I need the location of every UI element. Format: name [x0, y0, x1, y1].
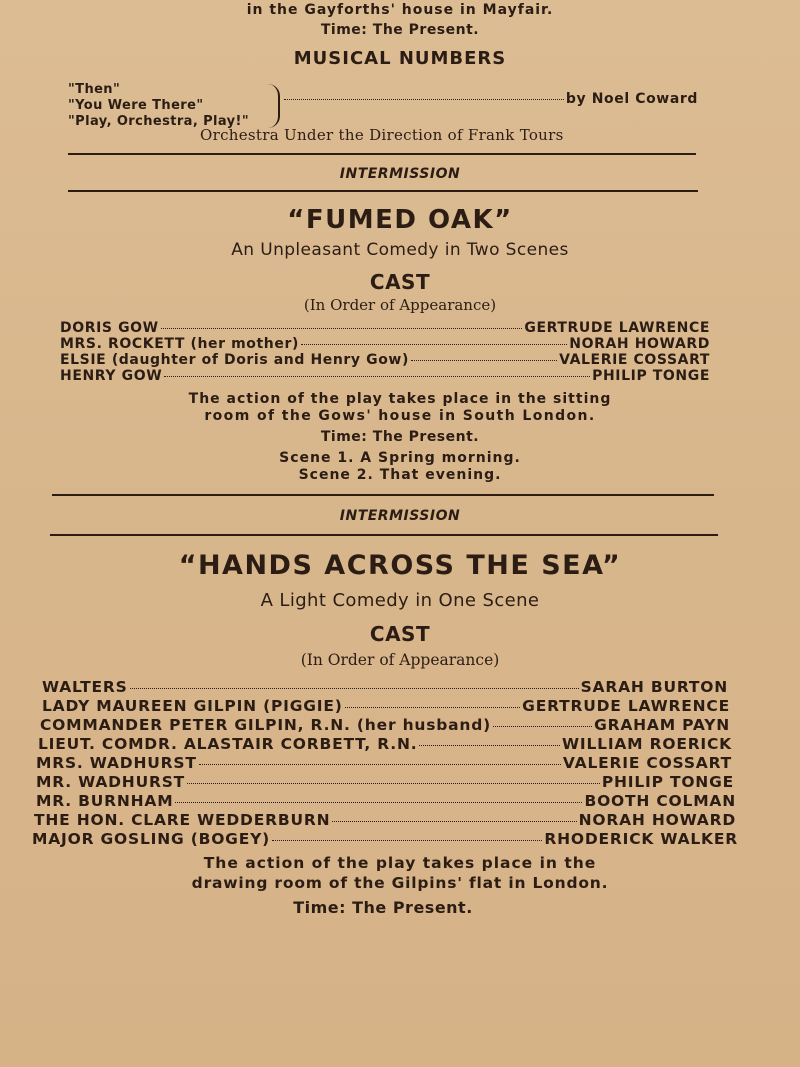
cast-row [60, 320, 710, 336]
actor-name: NORAH HOWARD [569, 336, 710, 352]
actor-name: VALERIE COSSART [559, 352, 710, 368]
actor-name: RHODERICK WALKER [544, 830, 738, 848]
role-name: MAJOR GOSLING (BOGEY) [32, 830, 270, 848]
dot-leader [187, 783, 600, 784]
cast-row [42, 678, 728, 696]
role-name: MRS. WADHURST [36, 754, 197, 772]
action-description: The action of the play takes place in the sitting [188, 391, 612, 407]
cast-row [60, 352, 710, 368]
scene-note: Scene 1. A Spring morning. [279, 450, 521, 466]
order-note: (In Order of Appearance) [303, 296, 497, 314]
role-name: DORIS GOW [60, 320, 159, 336]
dot-leader [493, 726, 592, 727]
song-brace [268, 84, 280, 128]
actor-name: VALERIE COSSART [562, 754, 732, 772]
cast-row [40, 716, 730, 734]
musical-numbers-heading: MUSICAL NUMBERS [293, 48, 507, 69]
role-name: ELSIE (daughter of Doris and Henry Gow) [60, 352, 409, 368]
cast-heading: CAST [369, 270, 431, 294]
previous-play-time: Time: The Present. [320, 22, 480, 38]
role-name: LADY MAUREEN GILPIN (PIGGIE) [42, 697, 343, 715]
cast-row [42, 697, 730, 715]
song-item: "Then" [68, 82, 121, 97]
actor-name: SARAH BURTON [580, 678, 728, 696]
cast-row [38, 735, 732, 753]
song-credit: by Noel Coward [565, 91, 698, 107]
dot-leader [272, 840, 542, 841]
song-credit-row [282, 91, 698, 107]
dot-leader [130, 688, 579, 689]
orchestra-credit: Orchestra Under the Direction of Frank Tours [200, 126, 564, 144]
cast-row [60, 336, 710, 352]
role-name: MRS. ROCKETT (her mother) [60, 336, 299, 352]
play-subtitle: A Light Comedy in One Scene [260, 590, 540, 611]
role-name: MR. WADHURST [36, 773, 186, 791]
role-name: COMMANDER PETER GILPIN, R.N. (her husband) [40, 716, 492, 734]
dot-leader [332, 821, 576, 822]
actor-name: GERTRUDE LAWRENCE [522, 697, 730, 715]
song-item: "You Were There" [68, 98, 204, 113]
order-note: (In Order of Appearance) [300, 651, 500, 669]
dot-leader [419, 745, 560, 746]
dot-leader [284, 99, 564, 100]
actor-name: PHILIP TONGE [601, 773, 734, 791]
cast-row [32, 830, 738, 848]
cast-heading: CAST [369, 622, 431, 646]
role-name: WALTERS [42, 678, 128, 696]
cast-row [36, 792, 736, 810]
action-description: The action of the play takes place in the [203, 854, 597, 872]
cast-row [60, 368, 710, 384]
song-list [68, 82, 249, 130]
intermission-label: INTERMISSION [339, 508, 461, 524]
dot-leader [345, 707, 521, 708]
divider [68, 190, 698, 192]
actor-name: PHILIP TONGE [592, 368, 710, 384]
dot-leader [161, 328, 523, 329]
song-item: "Play, Orchestra, Play!" [68, 114, 250, 129]
divider [52, 494, 714, 496]
actor-name: GRAHAM PAYN [594, 716, 730, 734]
divider [68, 153, 696, 155]
role-name: THE HON. CLARE WEDDERBURN [34, 811, 331, 829]
dot-leader [301, 344, 567, 345]
play-title-hands-across-the-sea: “HANDS ACROSS THE SEA” [178, 550, 622, 581]
action-description: room of the Gows' house in South London. [204, 408, 596, 424]
dot-leader [199, 764, 561, 765]
actor-name: GERTRUDE LAWRENCE [524, 320, 710, 336]
play-subtitle: An Unpleasant Comedy in Two Scenes [231, 240, 569, 260]
dot-leader [175, 802, 582, 803]
actor-name: WILLIAM ROERICK [562, 735, 732, 753]
dot-leader [411, 360, 557, 361]
actor-name: NORAH HOWARD [578, 811, 736, 829]
role-name: HENRY GOW [60, 368, 163, 384]
role-name: LIEUT. COMDR. ALASTAIR CORBETT, R.N. [38, 735, 418, 753]
actor-name: BOOTH COLMAN [584, 792, 736, 810]
cast-row [36, 773, 734, 791]
role-name: MR. BURNHAM [36, 792, 174, 810]
play-title-fumed-oak: “FUMED OAK” [287, 205, 513, 235]
scene-note: Scene 2. That evening. [298, 467, 502, 483]
divider [50, 534, 718, 536]
action-description: drawing room of the Gilpins' flat in London. [191, 874, 609, 892]
previous-play-action-line: in the Gayforths' house in Mayfair. [246, 2, 554, 18]
cast-row [36, 754, 732, 772]
dot-leader [164, 376, 590, 377]
cast-row [34, 811, 736, 829]
time-note: Time: The Present. [320, 429, 480, 445]
time-note: Time: The Present. [293, 898, 473, 917]
intermission-label: INTERMISSION [339, 166, 461, 182]
